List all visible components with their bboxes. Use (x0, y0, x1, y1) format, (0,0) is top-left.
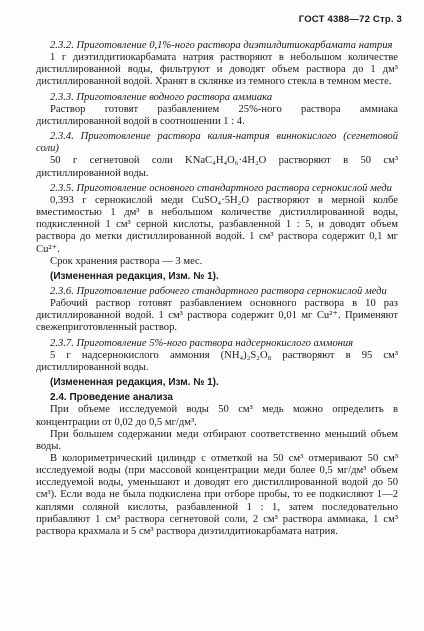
paragraph: При большем содержании меди отбирают соответственно меньший объем воды. (36, 428, 398, 452)
paragraph: 0,393 г сернокислой меди CuSO₄·5H₂O растворяют в мерной колбе вместимостью 1 дм³ в небольшом количестве дистиллированной воды, подкисленной 1 см³ серной кислоты, разбавленной 1 : 5, и доводят объем раствора до метки дистиллированной водой. 1 см³ раствора содержит 0,1 мг Cu²⁺. (36, 194, 398, 255)
paragraph: 5 г надсернокислого аммония (NH₄)₂S₂O₈ растворяют в 95 см³ дистиллированной воды. (36, 349, 398, 373)
paragraph: Срок хранения раствора — 3 мес. (50, 255, 203, 267)
section-heading: 2.3.5. Приготовление основного стандартного раствора сернокислой меди (50, 182, 392, 194)
page-header: ГОСТ 4388—72 Стр. 3 (298, 14, 402, 25)
amendment-note: 2.4. Проведение анализа (50, 392, 173, 404)
amendment-note: (Измененная редакция, Изм. № 1). (50, 377, 219, 389)
amendment-note: (Измененная редакция, Изм. № 1). (50, 270, 219, 282)
paragraph: Рабочий раствор готовят разбавлением основного раствора в 10 раз дистиллированной водой. 1 см³ раствора содержит 0,01 мг Cu²⁺. Применяют свежеприготовленный раствор. (36, 298, 398, 334)
paragraph: 50 г сегнетовой соли KNaC₄H₄O₆·4H₂O растворяют в 50 см³ дистиллированной воды. (36, 155, 398, 179)
section-heading: 2.3.4. Приготовление раствора калия-натрия виннокислого (сегнетовой соли) (36, 131, 398, 155)
paragraph: 1 г диэтилдитиокарбамата натрия растворяют в небольшом количестве дистиллированной воды, фильтруют и доводят объем раствора до 1 дм³ дистиллированной водой. Хранят в склянке из темного стекла в темном месте. (36, 52, 398, 88)
section-heading: 2.3.3. Приготовление водного раствора аммиака (50, 91, 273, 103)
section-heading: 2.3.6. Приготовление рабочего стандартного раствора сернокислой меди (50, 285, 387, 297)
section-heading: 2.3.2. Приготовление 0,1%-ного раствора диэтилдитиокарбамата натрия (50, 40, 393, 51)
section-heading: 2.3.7. Приготовление 5%-ного раствора надсернокислого аммония (50, 337, 354, 349)
paragraph: В колориметрический цилиндр с отметкой на 50 см³ отмеривают 50 см³ исследуемой воды (при массовой концентрации меди более 0,5 мг/дм³ объем исследуемой воды, уменьшают и доводят его дистиллированной водой до 50 см³). Если вода не была подкислена при отборе пробы, то ее подкисляют 1—2 каплями соляной кислоты, разбавленной 1 : 1, затем последовательно прибавляют 1 см³ раствора сегнетовой соли, 2 см³ раствора аммиака, 1 см³ раствора крахмала и 5 см³ раствора диэтилдитиокарбамата натрия. (36, 453, 398, 537)
paragraph: Раствор готовят разбавлением 25%-ного раствора аммиака дистиллированной водой в соотношении 1 : 4. (36, 103, 398, 127)
paragraph: При объеме исследуемой воды 50 см³ медь можно определить в концентрации от 0,02 до 0,5 мг/дм³. (36, 404, 398, 428)
document-body (36, 40, 398, 538)
